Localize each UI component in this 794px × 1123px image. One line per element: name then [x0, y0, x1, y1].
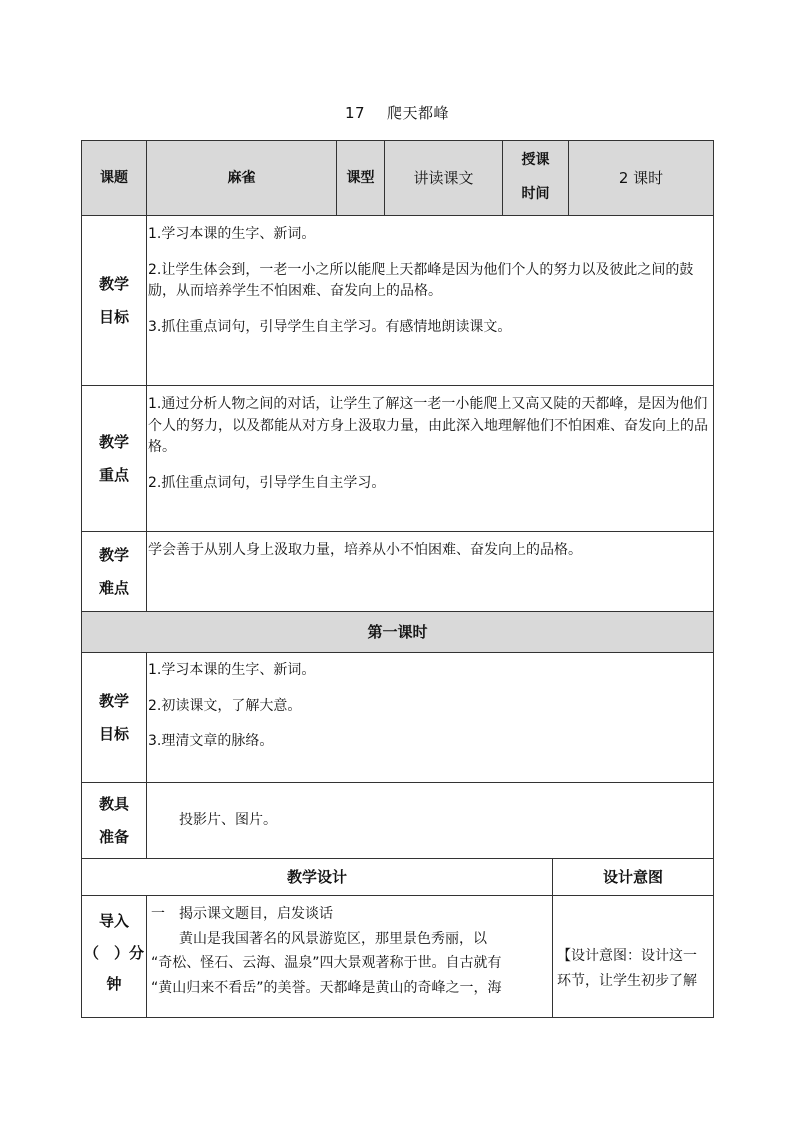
tools-text: 投影片、图片。 [179, 812, 277, 828]
step-title: 一 揭示课文题目，启发谈话 [151, 906, 333, 922]
lesson1-goal-item: 1.学习本课的生字、新词。 [148, 662, 316, 678]
goal-item: 1.学习本课的生字、新词。 [148, 226, 316, 242]
time-label-line-1: 授课 [521, 152, 550, 169]
lesson-number: 17 [344, 104, 366, 122]
goals-label-line-1: 教学 [98, 274, 129, 293]
goal-item: 3.抓住重点词句，引导学生自主学习。有感情地朗读课文。 [148, 319, 512, 336]
time-label [502, 140, 569, 216]
difficulty-label-line-1: 教学 [98, 545, 129, 564]
difficulty-text: 学会善于从别人身上汲取力量，培养从小不怕困难、奋发向上的品格。 [148, 542, 582, 558]
lesson1-goal-item: 3.理清文章的脉络。 [148, 733, 274, 750]
design-line: “黄山归来不看岳”的美誉。天都峰是黄山的奇峰之一，海 [151, 979, 502, 996]
type-value: 讲读课文 [384, 140, 503, 216]
intent-content [552, 895, 714, 1018]
design-line: “奇松、怪石、云海、温泉”四大景观著称于世。自古就有 [151, 955, 502, 971]
stage-label [81, 895, 147, 1018]
key-points-content [146, 385, 714, 532]
tools-content [146, 782, 714, 859]
design-line: 黄山是我国著名的风景游览区，那里景色秀丽，以 [179, 930, 487, 947]
time-value: 2 课时 [568, 140, 714, 216]
goals-content [146, 215, 714, 386]
stage-label-line-2: （ ）分 [83, 943, 144, 962]
difficulty-content [146, 531, 714, 612]
topic-label: 课题 [81, 140, 147, 216]
type-label: 课型 [336, 140, 385, 216]
key-points-label [81, 385, 147, 532]
tools-label-line-2: 准备 [98, 827, 129, 846]
intent-line: 【设计意图：设计这一 [557, 948, 697, 964]
lesson1-heading: 第一课时 [81, 611, 714, 653]
tools-label-line-1: 教具 [98, 794, 129, 813]
tools-label [81, 782, 147, 859]
document-title [0, 102, 794, 123]
lesson1-goals-content [146, 652, 714, 783]
goals-label-line-2: 目标 [98, 307, 129, 326]
lesson1-goals-label [81, 652, 147, 783]
time-label-line-2: 时间 [521, 186, 550, 202]
stage-label-line-3: 钟 [106, 975, 122, 993]
intent-line: 环节，让学生初步了解 [557, 972, 697, 989]
lesson1-goal-item: 2.初读课文，了解大意。 [148, 697, 302, 714]
goals-label [81, 215, 147, 386]
goal-item: 2.让学生体会到，一老一小之所以能爬上天都峰是因为他们个人的努力以及彼此之间的鼓励，从而培养学生不怕困难、奋发向上的品格。 [148, 261, 694, 300]
design-column-header: 教学设计 [81, 858, 553, 896]
stage-label-line-1: 导入 [98, 912, 129, 930]
lesson1-goals-label-line-1: 教学 [98, 691, 129, 710]
key-point-item: 1.通过分析人物之间的对话，让学生了解这一老一小能爬上又高又陡的天都峰，是因为他们个人的努力，以及都能从对方身上汲取力量，由此深入地理解他们不怕困难、奋发向上的品格。 [148, 396, 708, 456]
key-point-item: 2.抓住重点词句，引导学生自主学习。 [148, 475, 386, 492]
lesson-title: 爬天都峰 [387, 104, 450, 122]
difficulty-label-line-2: 难点 [98, 578, 129, 597]
lesson1-goals-label-line-2: 目标 [98, 724, 129, 743]
design-content [146, 895, 553, 1018]
key-points-label-line-1: 教学 [98, 432, 129, 451]
difficulty-label [81, 531, 147, 612]
key-points-label-line-2: 重点 [98, 465, 129, 484]
topic-value: 麻雀 [146, 140, 337, 216]
intent-column-header: 设计意图 [552, 858, 714, 896]
